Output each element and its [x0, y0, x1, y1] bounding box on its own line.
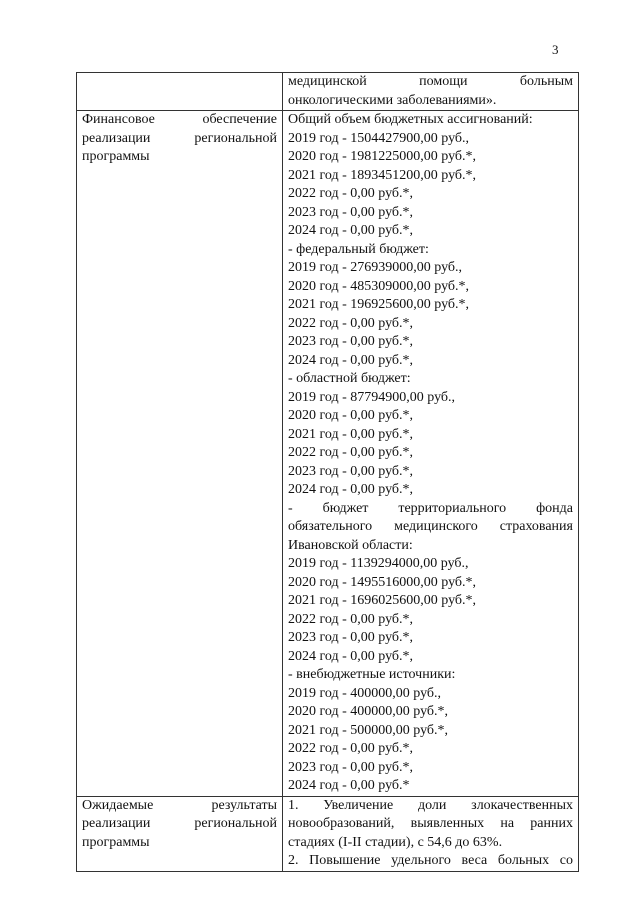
- text-line: обязательного медицинского страхования: [288, 519, 573, 534]
- text-line: 2024 год - 0,00 руб.*,: [288, 482, 414, 497]
- text-line: 2021 год - 1696025600,00 руб.*,: [288, 593, 477, 608]
- text-line: 2024 год - 0,00 руб.*: [288, 778, 410, 793]
- text-line: онкологическими заболеваниями».: [288, 92, 497, 108]
- text-line: - федеральный бюджет:: [288, 241, 429, 257]
- text-line: 2021 год - 500000,00 руб.*,: [288, 722, 449, 738]
- row-value-cell: [283, 73, 579, 111]
- text-line: 2019 год - 87794900,00 руб.,: [288, 389, 456, 405]
- text-line: 2023 год - 0,00 руб.*,: [288, 630, 414, 645]
- label-line: программы: [82, 149, 150, 164]
- text-line: 2019 год - 400000,00 руб.,: [288, 685, 442, 701]
- label-line: Ожидаемые результаты: [82, 797, 277, 813]
- text-line: 2. Повышение удельного веса больных со: [288, 853, 573, 868]
- text-line: 2021 год - 0,00 руб.*,: [288, 426, 414, 442]
- text-line: - внебюджетные источники:: [288, 667, 456, 682]
- program-passport-table: [76, 72, 579, 872]
- label-line: Финансовое обеспечение: [82, 112, 277, 127]
- text-line: 2023 год - 0,00 руб.*,: [288, 204, 414, 220]
- text-line: 2020 год - 1495516000,00 руб.*,: [288, 574, 477, 590]
- row-value-cell: [283, 111, 579, 797]
- text-line: стадиях (I-II стадии), с 54,6 до 63%.: [288, 834, 503, 850]
- row-value-cell: [283, 796, 579, 871]
- text-line: 1. Увеличение доли злокачественных: [288, 797, 573, 813]
- text-line: 2022 год - 0,00 руб.*,: [288, 315, 414, 331]
- text-line: - областной бюджет:: [288, 371, 411, 386]
- text-line: Общий объем бюджетных ассигнований:: [288, 112, 533, 127]
- table-row-expected-results: [77, 796, 579, 871]
- row-label-cell: [77, 73, 283, 111]
- text-line: 2023 год - 0,00 руб.*,: [288, 463, 414, 479]
- text-line: - бюджет территориального фонда: [288, 500, 573, 516]
- text-line: 2019 год - 1139294000,00 руб.,: [288, 556, 469, 571]
- text-line: 2023 год - 0,00 руб.*,: [288, 334, 414, 349]
- text-line: 2019 год - 276939000,00 руб.,: [288, 260, 463, 275]
- text-line: 2022 год - 0,00 руб.*,: [288, 741, 414, 756]
- text-line: 2021 год - 1893451200,00 руб.*,: [288, 167, 477, 183]
- text-line: 2024 год - 0,00 руб.*,: [288, 223, 414, 238]
- page-number: 3: [552, 42, 559, 57]
- table-row-financing: [77, 111, 579, 797]
- text-line: 2022 год - 0,00 руб.*,: [288, 186, 414, 201]
- text-line: 2020 год - 400000,00 руб.*,: [288, 704, 449, 719]
- row-label-cell: [77, 111, 283, 797]
- text-line: 2019 год - 1504427900,00 руб.,: [288, 130, 470, 146]
- text-line: 2020 год - 0,00 руб.*,: [288, 408, 414, 423]
- text-line: 2020 год - 1981225000,00 руб.*,: [288, 149, 477, 164]
- label-line: реализации региональной: [82, 130, 277, 146]
- text-line: 2022 год - 0,00 руб.*,: [288, 445, 414, 460]
- text-line: 2024 год - 0,00 руб.*,: [288, 648, 414, 664]
- text-line: медицинской помощи больным: [288, 74, 573, 89]
- label-line: реализации региональной: [82, 816, 277, 831]
- text-line: 2021 год - 196925600,00 руб.*,: [288, 297, 470, 312]
- text-line: 2022 год - 0,00 руб.*,: [288, 611, 414, 627]
- text-line: 2024 год - 0,00 руб.*,: [288, 352, 414, 368]
- text-line: 2023 год - 0,00 руб.*,: [288, 759, 414, 775]
- text-line: новообразований, выявленных на ранних: [288, 816, 573, 831]
- text-line: 2020 год - 485309000,00 руб.*,: [288, 278, 470, 294]
- table-row-continuation: [77, 73, 579, 111]
- text-line: Ивановской области:: [288, 537, 413, 553]
- label-line: программы: [82, 834, 150, 850]
- row-label-cell: [77, 796, 283, 871]
